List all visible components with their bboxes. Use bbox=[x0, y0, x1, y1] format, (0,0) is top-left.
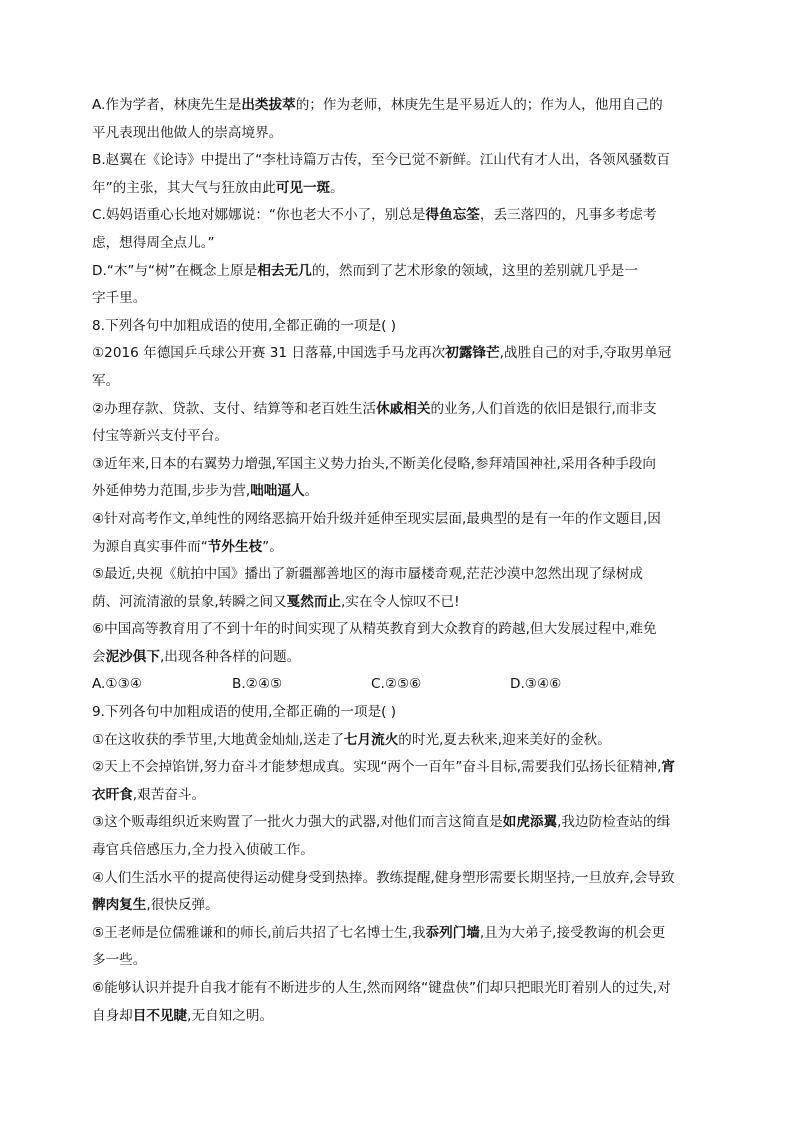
bold-idiom: 相去无几 bbox=[257, 262, 312, 279]
bold-idiom: 如虎添翼 bbox=[502, 814, 558, 831]
option-a[interactable]: A.①③④ bbox=[92, 676, 142, 693]
bold-idiom: 休戚相关 bbox=[376, 400, 431, 417]
bold-idiom: 初露锋芒 bbox=[445, 345, 500, 362]
question-8: 8.下列各句中加粗成语的使用,全都正确的一项是( ) ①2016 年德国乒乓球公开赛 31 日落幕,中国选手马龙再次初露锋芒,战胜自己的对手,夺取男单冠 军。 ②办理存款、贷款、支付、结算等和老百姓生活休戚相关的业务,人们首选的依旧是银行,而非支 付宝等新兴支付平台。 ③近年来,日本的右翼势力增强,军国主义势力抬头,不断美化侵略,参拜靖国神社,采用各种手段向 外延伸势力范围,步步为营,咄咄逼人。 ④针对高考作文,单纯性的网络恶搞开始升级并延伸至现实层面,最典型的是有一年的作文题目,因 为源自真实事件而“节外生枝”。 ⑤最近,央视《航拍中国》播出了新疆鄯善地区的海市蜃楼奇观,茫茫沙漠中忽然出现了绿树成 荫、河流清澈的景象,转瞬之间又戛然而止,实在令人惊叹不已! ⑥中国高等教育用了不到十年的时间实现了从精英教育到大众教育的跨越,但大发展过程中,难免 会泥沙俱下,出现各种各样的问题。 A.①③④ B.②④⑤ C.②⑤⑥ D.③④⑥ bbox=[92, 313, 704, 699]
option-b-paragraph: B.赵翼在《论诗》中提出了“李杜诗篇万古传，至今已觉不新鲜。江山代有才人出，各领风骚数百 年”的主张，其大气与狂放由此可见一斑。 bbox=[92, 152, 671, 196]
bold-idiom: 七月流火 bbox=[343, 731, 399, 748]
bold-idiom: 宵 bbox=[661, 759, 675, 776]
bold-idiom: 节外生枝 bbox=[207, 538, 263, 555]
document-page bbox=[92, 92, 704, 1030]
option-d[interactable]: D.③④⑥ bbox=[510, 676, 562, 693]
question-9: 9.下列各句中加粗成语的使用,全都正确的一项是( ) ①在这收获的季节里,大地黄金灿灿,送走了七月流火的时光,夏去秋来,迎来美好的金秋。 ②天上不会掉馅饼,努力奋斗才能梦想成真。实现“两个一百年”奋斗目标,需要我们弘扬长征精神,宵 衣旰食,艰苦奋斗。 ③这个贩毒组织近来购置了一批火力强大的武器,对他们而言这简直是如虎添翼,我边防检查站的缉 毒官兵倍感压力,全力投入侦破工作。 ④人们生活水平的提高使得运动健身受到热捧。教练提醒,健身塑形需要长期坚持,一旦放弃,会导致 髀肉复生,很快反弹。 ⑤王老师是位儒雅谦和的师长,前后共招了七名博士生,我忝列门墙,且为大弟子,接受教诲的机会更 多一些。 ⑥能够认识并提升自我才能有不断进步的人生,然而网络“键盘侠”们却只把眼光盯着别人的过失,对 自身却目不见睫,无自知之明。 bbox=[92, 699, 704, 1030]
bold-idiom: 目不见睫 bbox=[132, 1007, 188, 1024]
bold-idiom: 得鱼忘筌 bbox=[425, 207, 480, 224]
option-c-paragraph: C.妈妈语重心长地对娜娜说：“你也老大不小了，别总是得鱼忘筌，丢三落四的，凡事多考虑考 虑，想得周全点儿。” bbox=[92, 207, 657, 251]
question-9-stem: 9.下列各句中加粗成语的使用,全都正确的一项是( ) bbox=[92, 704, 397, 721]
bold-idiom: 髀肉复生 bbox=[92, 897, 147, 914]
option-b[interactable]: B.②④⑤ bbox=[232, 676, 283, 693]
bold-idiom: 出类拔萃 bbox=[241, 97, 296, 113]
option-d-paragraph: D.“木”与“树”在概念上原是相去无几的，然而到了艺术形象的领域，这里的差别就几乎是一 字千里。 bbox=[92, 262, 638, 307]
bold-idiom: 泥沙俱下 bbox=[105, 648, 160, 665]
bold-idiom: 衣旰食 bbox=[92, 786, 133, 803]
bold-idiom: 咄咄逼人 bbox=[250, 483, 305, 500]
bold-idiom: 可见一斑 bbox=[275, 179, 331, 196]
question-8-stem: 8.下列各句中加粗成语的使用,全都正确的一项是( ) bbox=[92, 317, 397, 334]
bold-idiom: 戛然而止 bbox=[286, 593, 342, 610]
question-8-options bbox=[92, 671, 704, 699]
bold-idiom: 忝列门墙 bbox=[425, 924, 480, 941]
option-c[interactable]: C.②⑤⑥ bbox=[371, 676, 422, 693]
option-a-paragraph: A.作为学者，林庚先生是出类拔萃的；作为老师，林庚先生是平易近人的；作为人，他用自己的 平凡表现出他做人的崇高境界。 bbox=[92, 97, 663, 141]
